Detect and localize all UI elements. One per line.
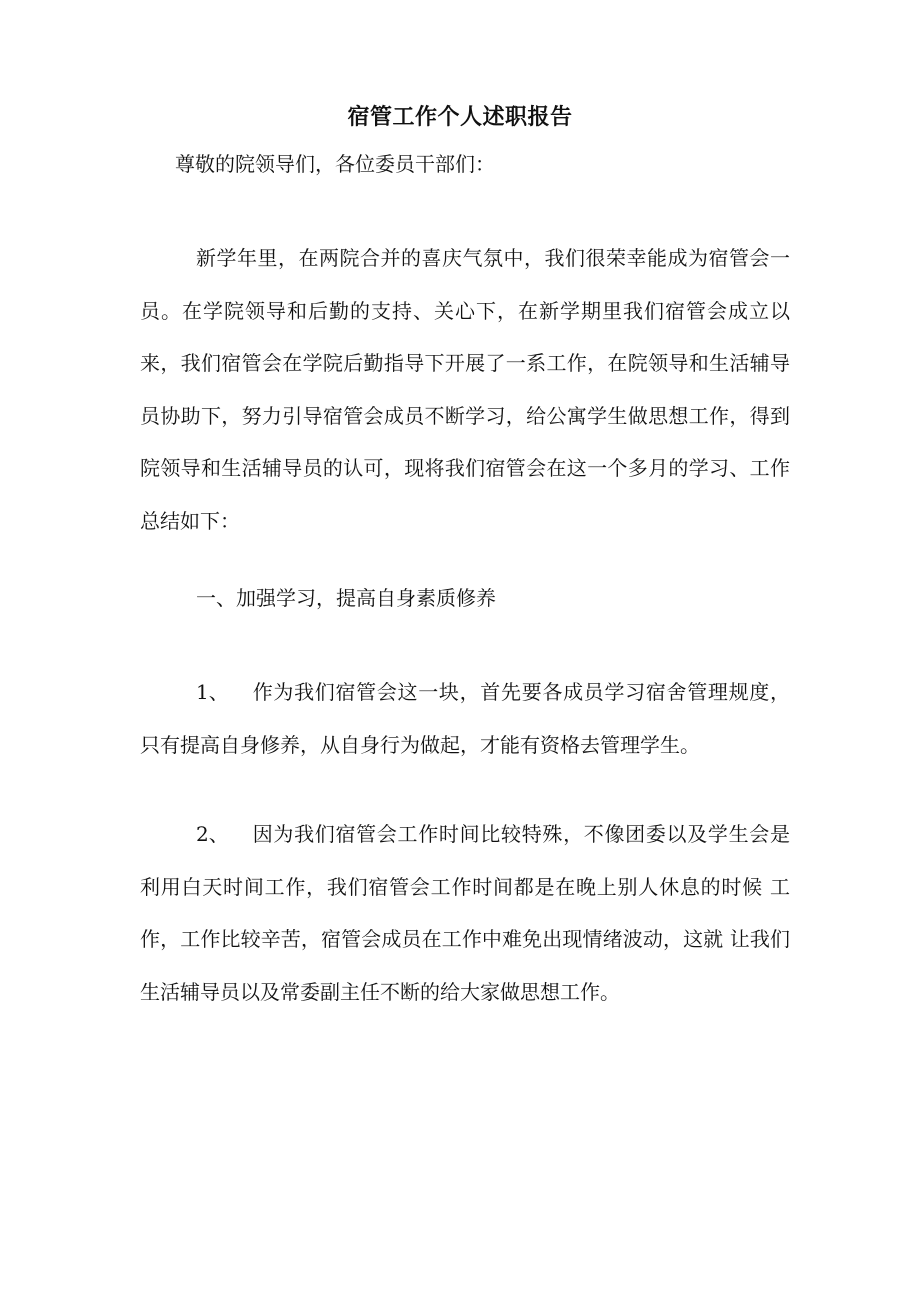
intro-paragraph: 新学年里，在两院合并的喜庆气氛中，我们很荣幸能成为宿管会一员。在学院领导和后勤的支持、关心下，在新学期里我们宿管会成立以来，我们宿管会在学院后勤指导下开展了一系工作，在院领导和生活辅导员协助下，努力引导宿管会成员不断学习，给公寓学生做思想工作，得到院领导和生活辅导员的认可，现将我们宿管会在这一个多月的学习、工作总结如下：: [140, 246, 790, 533]
document-title: 宿管工作个人述职报告: [347, 104, 573, 130]
salutation: 尊敬的院领导们，各位委员干部们：: [175, 152, 495, 176]
list-item: [140, 808, 790, 1018]
list-item: [140, 666, 790, 771]
list-item-number: 2、: [196, 822, 229, 846]
section-heading: 一、加强学习，提高自身素质修养: [196, 586, 496, 610]
list-item-number: 1、: [196, 680, 229, 704]
list-item-text: 因为我们宿管会工作时间比较特殊，不像团委以及学生会是 利用白天时间工作，我们宿管会工作时间都是在晚上别人休息的时候 工作，工作比较辛苦，宿管会成员在工作中难免出现情绪波动，这就 让我们生活辅导员以及常委副主任不断的给大家做思想工作。: [140, 822, 790, 1004]
list-item-text: 作为我们宿管会这一块，首先要各成员学习宿舍管理规度，只有提高自身修养，从自身行为做起，才能有资格去管理学生。: [140, 680, 790, 757]
